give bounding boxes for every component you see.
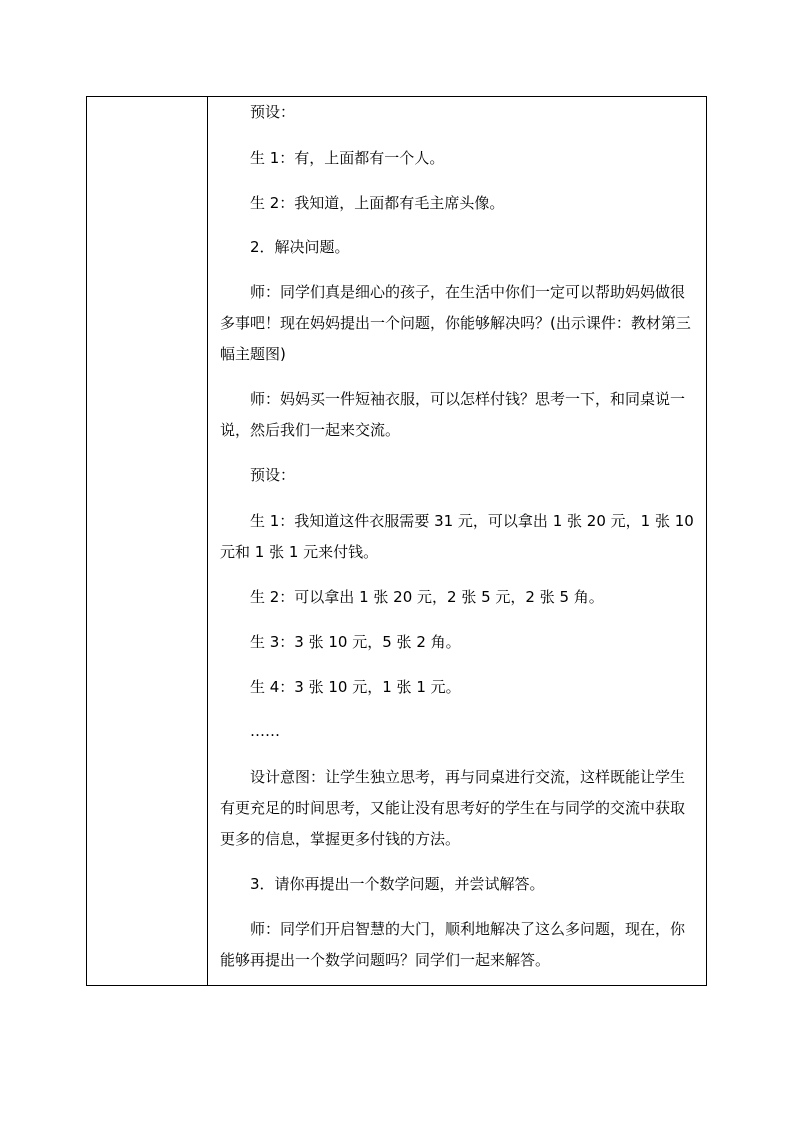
left-column-cell (87, 97, 208, 985)
paragraph-ellipsis: …… (250, 722, 280, 740)
paragraph-teacher-1: 师：同学们真是细心的孩子，在生活中你们一定可以帮助妈妈做很多事吧！现在妈妈提出一个问题，你能够解决吗？(出示课件：教材第三幅主题图) (220, 283, 691, 363)
content-cell (208, 97, 706, 985)
paragraph-design-intent: 设计意图：让学生独立思考，再与同桌进行交流，这样既能让学生有更充足的时间思考，又能让没有思考好的学生在与同学的交流中获取更多的信息，掌握更多付钱的方法。 (220, 768, 686, 848)
paragraph-student1-a: 生 1：有，上面都有一个人。 (250, 149, 445, 167)
paragraph-student2-b: 生 2：可以拿出 1 张 20 元，2 张 5 元，2 张 5 角。 (250, 588, 604, 606)
paragraph-teacher-3: 师：同学们开启智慧的大门，顺利地解决了这么多问题，现在，你能够再提出一个数学问题吗？同学们一起来解答。 (220, 920, 686, 969)
lesson-table (86, 96, 707, 986)
paragraph-preset-2: 预设： (250, 466, 296, 484)
paragraph-student3: 生 3：3 张 10 元，5 张 2 角。 (250, 633, 461, 651)
paragraph-section-3: 3．请你再提出一个数学问题，并尝试解答。 (250, 875, 545, 893)
paragraph-teacher-2: 师：妈妈买一件短袖衣服，可以怎样付钱？思考一下，和同桌说一说，然后我们一起来交流。 (220, 390, 686, 439)
paragraph-student2-a: 生 2：我知道，上面都有毛主席头像。 (250, 194, 505, 212)
paragraph-preset-1: 预设： (250, 103, 296, 121)
paragraph-student1-b: 生 1：我知道这件衣服需要 31 元，可以拿出 1 张 20 元，1 张 10 元和 1 张 1 元来付钱。 (220, 512, 694, 561)
paragraph-section-2: 2．解决问题。 (250, 238, 350, 256)
paragraph-student4: 生 4：3 张 10 元，1 张 1 元。 (250, 678, 461, 696)
